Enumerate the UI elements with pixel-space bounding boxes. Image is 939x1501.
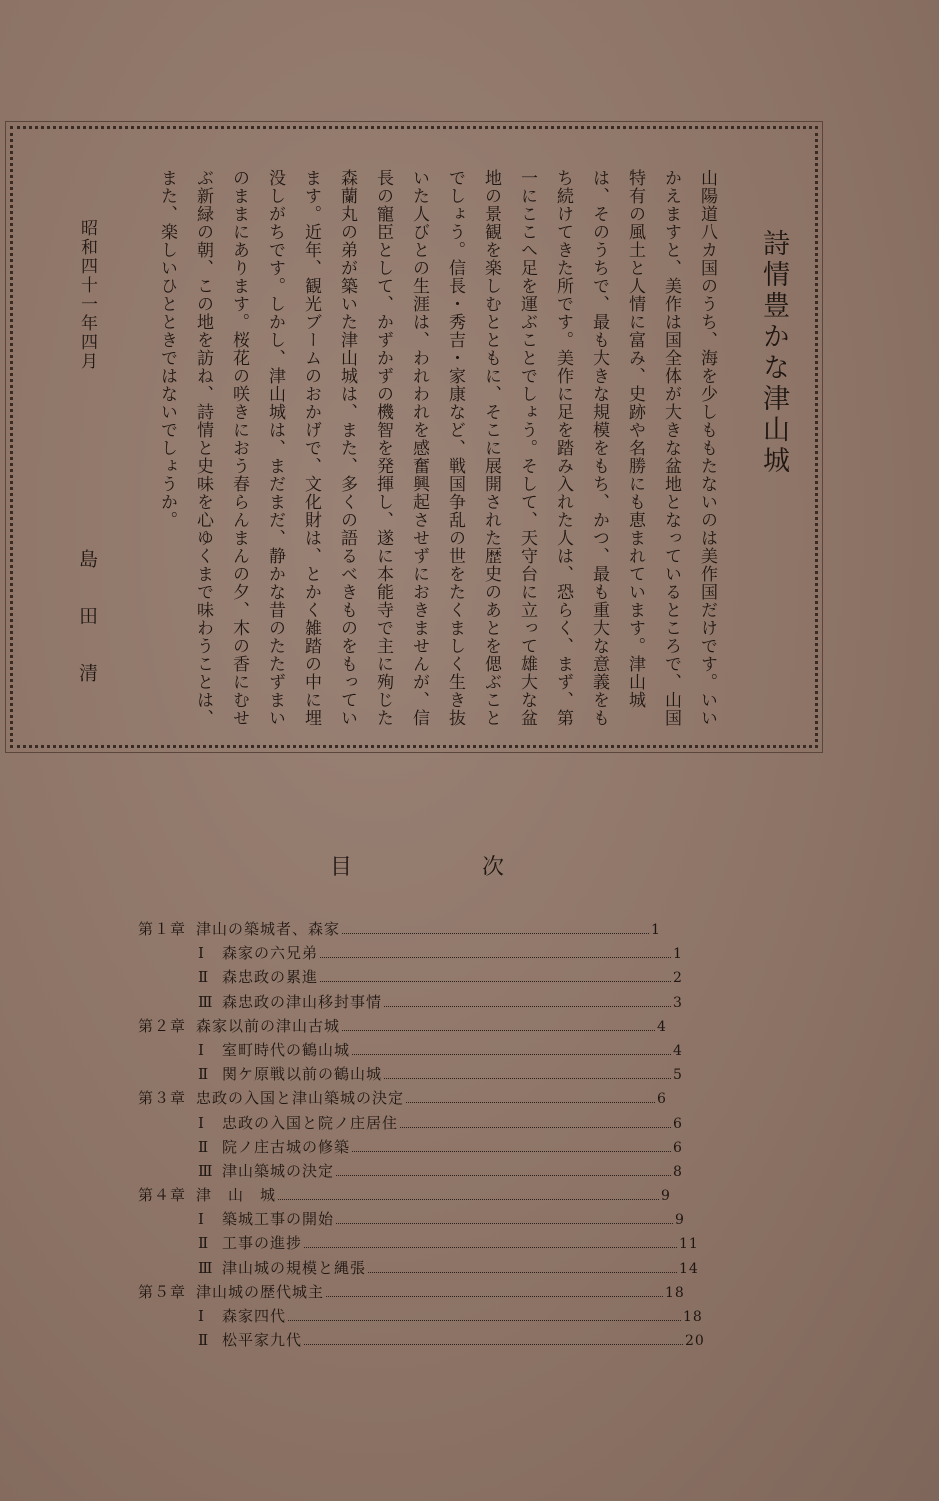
toc-title: 津山城の規模と縄張 (222, 1258, 367, 1277)
toc-section[interactable] (0, 1136, 939, 1160)
toc-leader (336, 1213, 673, 1224)
toc-section[interactable] (0, 991, 939, 1015)
toc-number: Ⅰ (198, 1113, 205, 1132)
toc-number: Ⅱ (198, 1331, 210, 1350)
toc-page: 20 (685, 1333, 705, 1350)
toc-number: 第４章 (138, 1186, 187, 1205)
toc-number: 第１章 (138, 920, 187, 938)
toc-number: 第２章 (138, 1016, 187, 1035)
toc-page: 18 (683, 1309, 703, 1325)
toc-title: 築城工事の開始 (222, 1210, 335, 1229)
toc-leader (326, 1286, 663, 1297)
toc-title: 関ケ原戦以前の鶴山城 (222, 1065, 383, 1084)
toc-leader (304, 1334, 683, 1345)
toc-section[interactable] (0, 1329, 939, 1353)
toc-title: 森忠政の累進 (222, 968, 319, 987)
toc-title: 津山城の歴代城主 (196, 1282, 325, 1301)
toc-title: 工事の進捗 (222, 1234, 303, 1253)
toc-page: 9 (661, 1188, 671, 1205)
toc-number: Ⅰ (198, 1040, 205, 1059)
toc-title: 忠政の入国と院ノ庄居住 (222, 1113, 399, 1132)
toc-leader (320, 971, 671, 982)
preface-date: 昭和四十一年四月 (77, 219, 97, 371)
toc-title: 森忠政の津山移封事情 (222, 992, 383, 1011)
toc-leader (352, 1044, 671, 1055)
toc-number: Ⅰ (198, 1210, 205, 1229)
toc-number: 第３章 (138, 1089, 187, 1108)
toc-leader (384, 996, 671, 1007)
toc-chapter[interactable] (0, 1087, 939, 1111)
toc-chapter[interactable] (0, 918, 939, 942)
toc-section[interactable] (0, 942, 939, 966)
toc-title: 森家の六兄弟 (222, 944, 319, 963)
toc-page: 4 (673, 1042, 683, 1059)
toc-leader (288, 1310, 681, 1321)
toc-title: 松平家九代 (222, 1331, 303, 1350)
toc-leader (304, 1237, 677, 1248)
toc-section[interactable] (0, 966, 939, 990)
toc-page: 14 (679, 1260, 699, 1277)
toc-chapter[interactable] (0, 1015, 939, 1039)
toc-page: 6 (657, 1091, 667, 1108)
toc-page: 9 (675, 1212, 685, 1229)
toc-page: 5 (673, 1067, 683, 1084)
toc-section[interactable] (0, 1160, 939, 1184)
toc-number: Ⅱ (198, 1234, 210, 1253)
toc-title: 室町時代の鶴山城 (222, 1040, 351, 1059)
toc-number: Ⅰ (198, 1307, 205, 1325)
table-of-contents (0, 918, 939, 1353)
toc-page: 3 (673, 994, 683, 1011)
preface-author: 島田清 (76, 549, 98, 720)
toc-title: 津山の築城者、森家 (196, 920, 341, 938)
toc-section[interactable] (0, 1208, 939, 1232)
toc-chapter[interactable] (0, 1184, 939, 1208)
toc-title: 津山築城の決定 (222, 1161, 335, 1180)
preface-box (10, 126, 818, 748)
toc-leader (320, 947, 671, 958)
toc-section[interactable] (0, 1257, 939, 1281)
toc-number: Ⅲ (198, 992, 214, 1011)
toc-title: 津 山 城 (196, 1186, 277, 1205)
toc-page: 8 (673, 1163, 683, 1180)
toc-leader (342, 923, 649, 934)
toc-page: 11 (679, 1236, 699, 1253)
toc-title: 院ノ庄古城の修築 (222, 1137, 351, 1156)
toc-number: Ⅲ (198, 1161, 214, 1180)
toc-page: 18 (665, 1284, 685, 1301)
toc-page: 6 (673, 1139, 683, 1156)
toc-leader (384, 1068, 671, 1079)
toc-leader (406, 1092, 655, 1103)
preface-title: 詩情豊かな津山城 (758, 229, 789, 477)
toc-page: 4 (657, 1018, 667, 1035)
toc-number: Ⅱ (198, 1137, 210, 1156)
toc-leader (368, 1262, 677, 1273)
toc-page: 2 (673, 970, 683, 987)
toc-number: Ⅱ (198, 968, 210, 987)
preface-body: 山陽道八カ国のうち、海を少しももたないのは美作国だけです。いいかえますと、美作は国全体が大きな盆地となっているところで、山国特有の風土と人情に富み、史跡や名勝にも恵まれています。津山城は、そのうちで、最も大きな規模をもち、かつ、最も重大な意義をもち続けてきた所です。美作に足を踏み入れた人は、恐らく、まず、第一にここへ足を運ぶことでしょう。そして、天守台に立って雄大な盆地の景観を楽しむとともに、そこに展開された歴史のあとを偲ぶことでしょう。信長・秀吉・家康など、戦国争乱の世をたくましく生き抜いた人びとの生涯は、われわれを感奮興起させずにおきませんが、信長の寵臣として、かずかずの機智を発揮し、遂に本能寺で主に殉じた森蘭丸の弟が築いた津山城は、また、多くの語るべきものをもっています。近年、観光ブームのおかげで、文化財は、とかく雑踏の中に埋没しがちです。しかし、津山城は、まだまだ、静かな昔のたたずまいのままにあります。桜花の咲きにおう春らんまんの夕、木の香にむせぶ新緑の朝、この地を訪ね、詩情と史味を心ゆくまで味わうことは、また、楽しいひとときではないでしょうか。 (157, 169, 717, 727)
toc-title: 森家以前の津山古城 (196, 1016, 341, 1035)
toc-title: 忠政の入国と津山築城の決定 (196, 1089, 405, 1108)
toc-heading: 目次 (330, 855, 635, 880)
toc-leader (352, 1141, 671, 1152)
toc-section[interactable] (0, 1305, 939, 1329)
toc-section[interactable] (0, 1232, 939, 1256)
toc-leader (278, 1189, 659, 1200)
toc-section[interactable] (0, 1039, 939, 1063)
toc-title: 森家四代 (222, 1307, 287, 1325)
toc-number: 第５章 (138, 1282, 187, 1301)
toc-page: 1 (673, 946, 683, 963)
toc-page: 1 (651, 922, 661, 938)
toc-section[interactable] (0, 1112, 939, 1136)
toc-leader (342, 1020, 655, 1031)
toc-chapter[interactable] (0, 1281, 939, 1305)
toc-number: Ⅲ (198, 1258, 214, 1277)
toc-leader (336, 1165, 671, 1176)
toc-section[interactable] (0, 1063, 939, 1087)
toc-number: Ⅰ (198, 944, 205, 963)
toc-leader (400, 1117, 671, 1128)
toc-number: Ⅱ (198, 1065, 210, 1084)
toc-page: 6 (673, 1115, 683, 1132)
